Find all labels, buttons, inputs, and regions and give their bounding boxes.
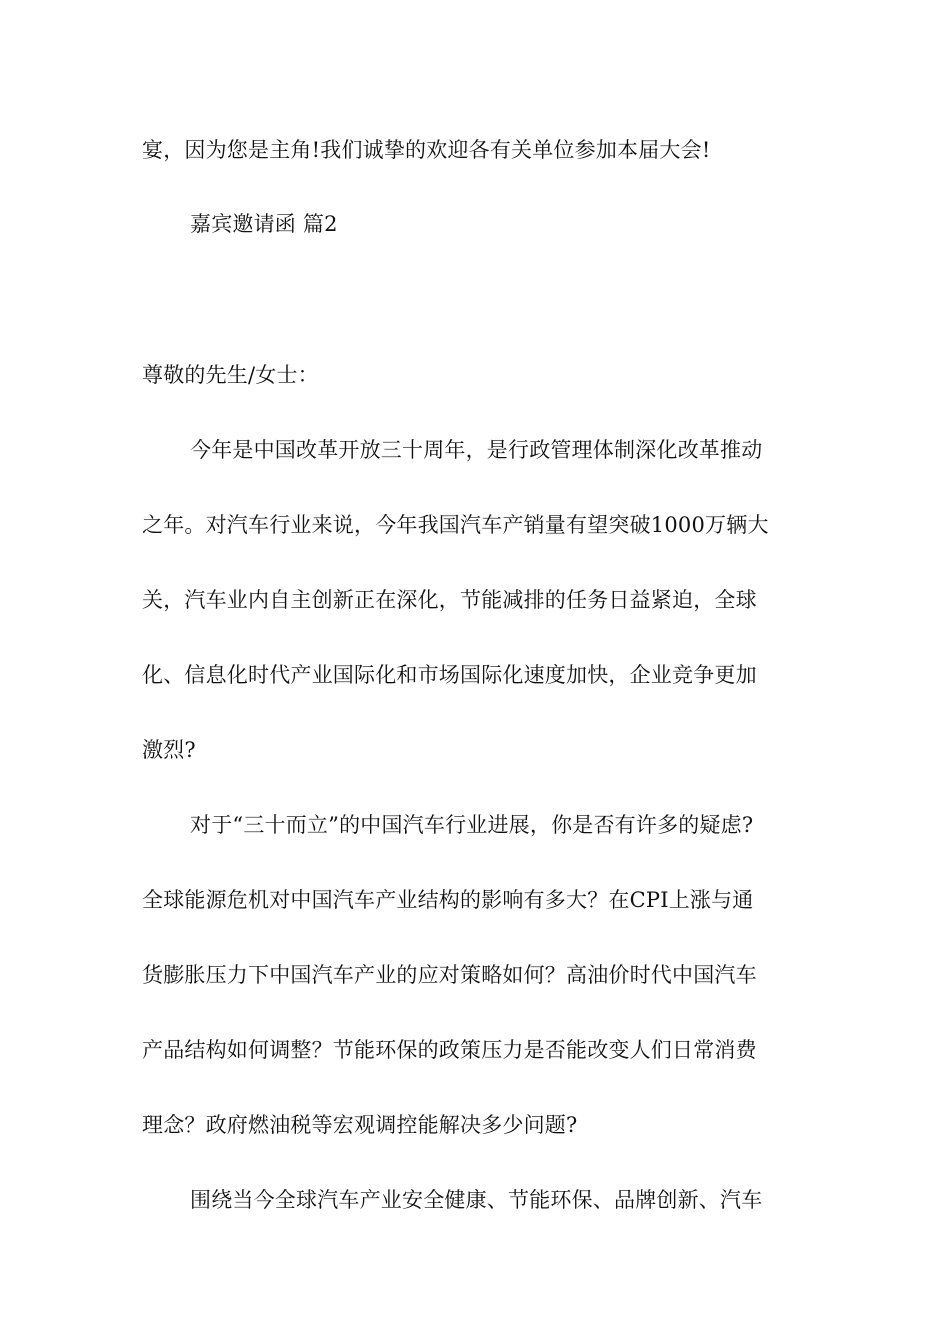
paragraph-2-line-1: 对于“三十而立”的中国汽车行业进展，你是否有许多的疑虑? (190, 813, 754, 837)
salutation: 尊敬的先生/女士： (142, 363, 319, 387)
paragraph-2-line-3: 货膨胀压力下中国汽车产业的应对策略如何？高油价时代中国汽车 (142, 963, 757, 987)
paragraph-2-line-2: 全球能源危机对中国汽车产业结构的影响有多大？在CPI上涨与通 (142, 888, 754, 912)
paragraph-2-line-4: 产品结构如何调整？节能环保的政策压力是否能改变人们日常消费 (142, 1038, 757, 1062)
paragraph-3-line-1: 围绕当今全球汽车产业安全健康、节能环保、品牌创新、汽车 (190, 1188, 763, 1212)
paragraph-1-line-1: 今年是中国改革开放三十周年，是行政管理体制深化改革推动 (190, 438, 763, 462)
paragraph-2-line-5: 理念？政府燃油税等宏观调控能解决多少问题? (142, 1113, 578, 1137)
paragraph-1-line-5: 激烈? (142, 738, 196, 762)
paragraph-1-line-2: 之年。对汽车行业来说，今年我国汽车产销量有望突破1000万辆大 (142, 513, 769, 537)
paragraph-1-line-4: 化、信息化时代产业国际化和市场国际化速度加快，企业竞争更加 (142, 663, 757, 687)
paragraph-1-line-3: 关，汽车业内自主创新正在深化，节能减排的任务日益紧迫，全球 (142, 588, 757, 612)
section-heading: 嘉宾邀请函 篇2 (190, 212, 338, 236)
text-line-closing-sentence: 宴，因为您是主角!我们诚挚的欢迎各有关单位参加本届大会! (142, 138, 711, 162)
